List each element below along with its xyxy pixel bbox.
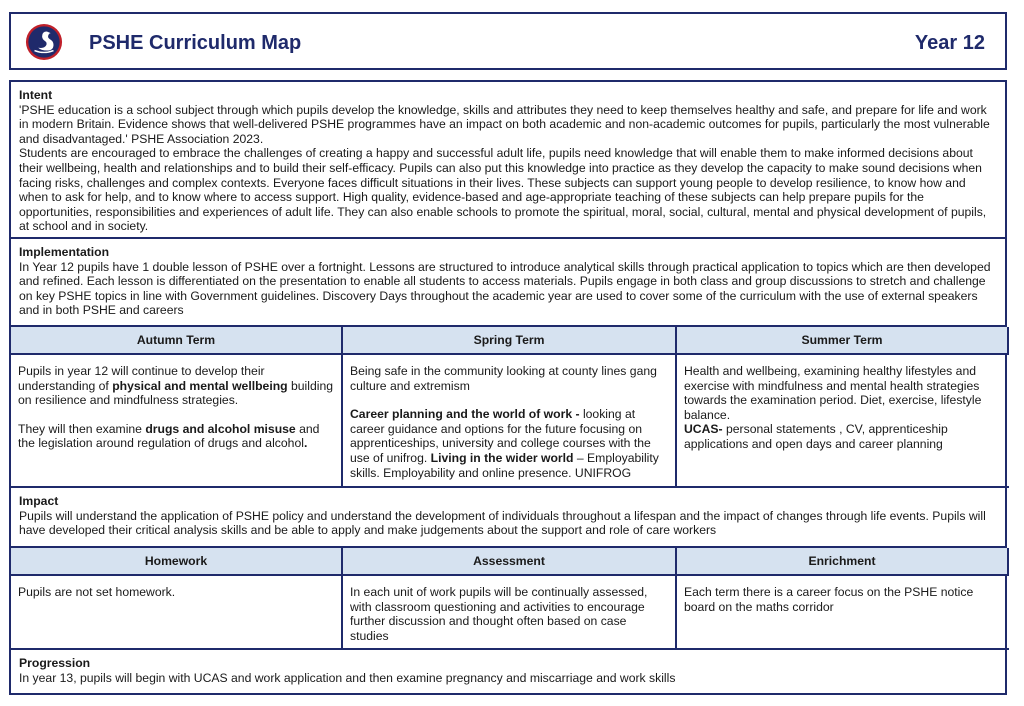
spring-topic: Living in the wider world: [430, 450, 574, 465]
implementation-section: [11, 239, 1005, 327]
autumn-text-end: .: [303, 436, 308, 451]
spring-term-header: Spring Term: [343, 327, 677, 355]
intent-heading: Intent: [19, 88, 53, 102]
spring-text: looking at career guidance and options for the future focusing on apprenticeships, university and college courses with the use of unifrog.: [350, 407, 651, 465]
intent-text: 'PSHE education is a school subject through which pupils develop the knowledge, skills and attributes they need to keep themselves healthy and safe, and prepare for life and work in modern Britain. Evidence shows that well-delivered PSHE programmes have an impact on both academic and non-academic outcomes for pupils, particularly the most vulnerable and disadvantaged.' PSHE Association 2023.: [19, 102, 990, 146]
autumn-topic: drugs and alcohol misuse: [145, 421, 296, 436]
swan-crest-icon: [25, 23, 63, 61]
year-label: Year 12: [914, 32, 985, 54]
autumn-term-header: Autumn Term: [11, 327, 343, 355]
page-title: PSHE Curriculum Map: [89, 32, 302, 54]
spring-text: – Employability skills. Employability and online presence. UNIFROG: [350, 450, 659, 480]
extras-table: [11, 548, 1005, 650]
progression-text: In year 13, pupils will begin with UCAS and work application and then examine pregnancy and miscarriage and work skills: [19, 670, 676, 685]
curriculum-page: [9, 12, 1007, 695]
progression-section: [11, 650, 1005, 693]
assessment-header: Assessment: [343, 548, 677, 576]
implementation-text: In Year 12 pupils have 1 double lesson of PSHE over a fortnight. Lessons are structured to introduce analytical skills through practical application to topics which are then developed and refined. Each lesson is differentiated on the presentation to enable all students to access materials. Pupils engage in both class and group discussions to stretch and challenge on key PSHE topics in line with Government guidelines. Discovery Days throughout the academic year are used to cover some of the curriculum with the use of external speakers and in both PSHE and careers: [19, 259, 991, 318]
impact-text: Pupils will understand the application of PSHE policy and understand the development of individuals throughout a lifespan and the impact of changes through life events. Pupils will have developed their critical analysis skills and be able to apply and make judgements about the support and role of care workers: [19, 508, 986, 538]
main-table: [9, 80, 1007, 695]
progression-heading: Progression: [19, 656, 91, 670]
autumn-text: Pupils in year 12 will continue to develop their understanding of: [18, 364, 265, 393]
implementation-heading: Implementation: [19, 245, 110, 259]
intent-text: Students are encouraged to embrace the challenges of creating a happy and successful adult life, pupils need knowledge that will enable them to make informed decisions about their wellbeing, health and relationships and to build their self-efficacy. Pupils can also put this knowledge into practice as they develop the capacity to make sound decisions when facing risks, challenges and complex contexts. Everyone faces difficult situations in their lives. These subjects can support young people to develop resilience, to know how and when to ask for help, and to know where to access support. High quality, evidence-based and age-appropriate teaching of these subjects can help prepare pupils for the opportunities, responsibilities and experiences of adult life. They can also enable schools to promote the spiritual, moral, social, cultural, mental and physical development of pupils, at school and in society.: [19, 146, 987, 234]
spring-text: Being safe in the community looking at county lines gang culture and extremism: [350, 364, 657, 393]
page-header: [9, 12, 1007, 70]
summer-term-header: Summer Term: [677, 327, 1009, 355]
terms-table: [11, 327, 1005, 488]
autumn-text: and the legislation around regulation of drugs and alcohol: [18, 421, 320, 451]
impact-heading: Impact: [19, 494, 59, 508]
homework-cell: Pupils are not set homework.: [11, 576, 343, 650]
summer-topic: UCAS-: [684, 422, 723, 437]
enrichment-cell: Each term there is a career focus on the PSHE notice board on the maths corridor: [677, 576, 1009, 650]
assessment-cell: In each unit of work pupils will be continually assessed, with classroom questioning and activities to encourage further discussion and thought often based on case studies: [343, 576, 677, 650]
autumn-topic: physical and mental wellbeing: [112, 378, 288, 393]
enrichment-header: Enrichment: [677, 548, 1009, 576]
spring-term-cell: [343, 355, 677, 488]
summer-text: Health and wellbeing, examining healthy lifestyles and exercise with mindfulness and mental health strategies towards the examination period. Diet, exercise, lifestyle balance.: [684, 364, 982, 422]
intent-section: [11, 82, 1005, 239]
summer-text: personal statements , CV, apprenticeship applications and open days and career planning: [684, 422, 948, 451]
autumn-text: building on resilience and mindfulness strategies.: [18, 378, 334, 408]
homework-header: Homework: [11, 548, 343, 576]
spring-topic: Career planning and the world of work -: [350, 407, 580, 422]
impact-section: [11, 488, 1005, 548]
autumn-term-cell: [11, 355, 343, 488]
summer-term-cell: [677, 355, 1009, 488]
autumn-text: They will then examine: [18, 421, 146, 436]
